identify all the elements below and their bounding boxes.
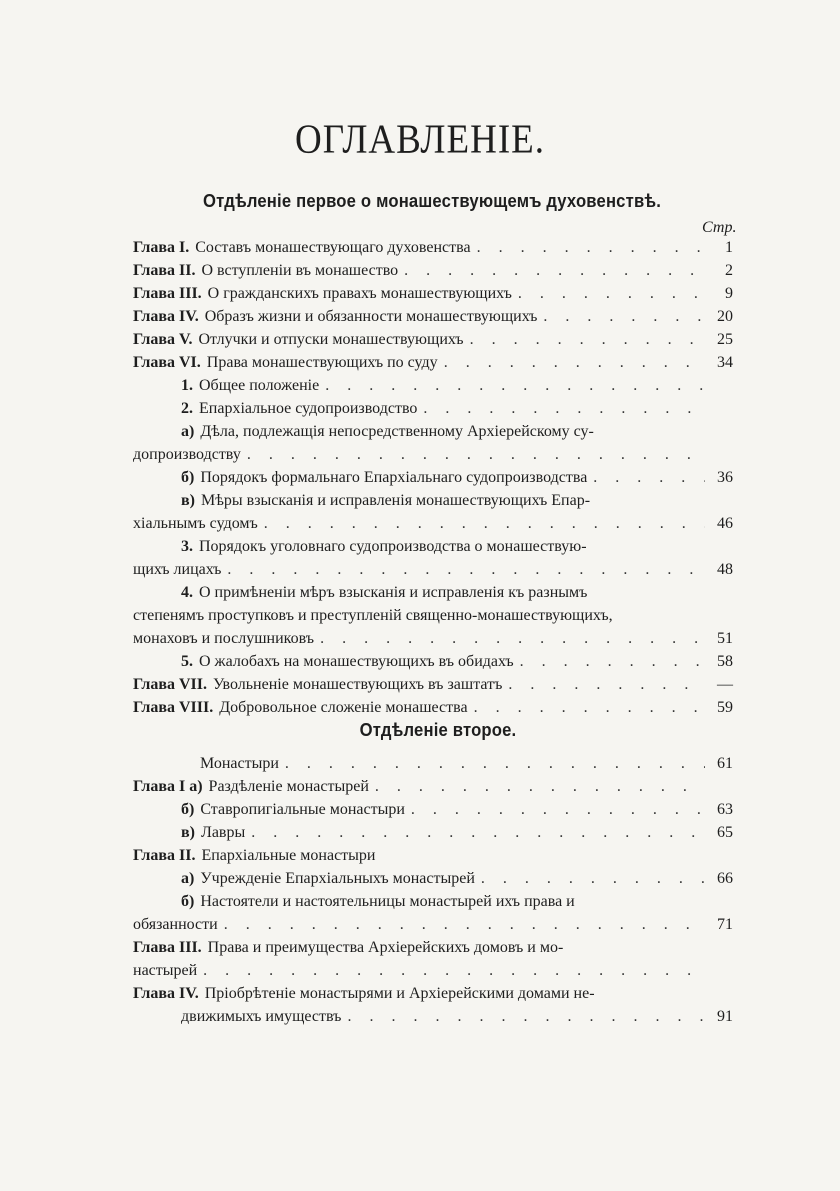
toc-entry: Глава VI. Права монашествующихъ по суду . . . 34: [133, 351, 733, 375]
page-column-label: Стр.: [702, 219, 737, 236]
toc-entry: Глава II. О вступленіи въ монашество . . . 2: [133, 259, 733, 283]
toc-entry: Глава I. Составъ монашествующаго духовенства . . . 1: [133, 236, 733, 260]
toc-entry: Монастыри . . . 61: [200, 752, 733, 776]
toc-entry-continuation: степенямъ проступковъ и преступленій священно-монашествующихъ,: [133, 607, 613, 624]
toc-entry-continuation: обязанности . . . 71: [133, 913, 733, 937]
toc-entry: а) Дѣла, подлежащія непосредственному Архіерейскому су-: [181, 423, 594, 440]
toc-entry: Глава V. Отлучки и отпуски монашествующихъ . . . 25: [133, 328, 733, 352]
toc-entry-continuation: движимыхъ имуществъ . . . 91: [181, 1005, 733, 1029]
toc-entry: в) Лавры . . . 65: [181, 821, 733, 845]
toc-entry: б) Ставропигіальные монастыри . . . 63: [181, 798, 733, 822]
toc-entry: 1. Общее положеніе . . .: [181, 374, 733, 398]
section-heading-first: Отдѣленіе первое о монашествующемъ духовенствѣ.: [202, 190, 662, 211]
toc-entry: Глава II. Епархіальные монастыри: [133, 847, 376, 864]
toc-entry: Глава IV. Образъ жизни и обязанности монашествующихъ . . . 20: [133, 305, 733, 329]
toc-entry: в) Мѣры взысканія и исправленія монашествующихъ Епар-: [181, 492, 591, 509]
toc-entry: Глава IV. Пріобрѣтеніе монастырями и Архіерейскими домами не-: [133, 985, 595, 1002]
toc-entry: Глава III. О гражданскихъ правахъ монашествующихъ . . . 9: [133, 282, 733, 306]
toc-entry-continuation: допроизводству . . .: [133, 443, 733, 467]
toc-entry-continuation: монаховъ и послушниковъ . . . 51: [133, 627, 733, 651]
page-title: ОГЛАВЛЕНІЕ.: [294, 116, 545, 163]
toc-entry: а) Учрежденіе Епархіальныхъ монастырей . . . 66: [181, 867, 733, 891]
toc-entry: Глава VIII. Добровольное сложеніе монашества . . . 59: [133, 696, 733, 720]
toc-entry-continuation: настырей . . .: [133, 959, 733, 983]
toc-entry: 2. Епархіальное судопроизводство . . .: [181, 397, 733, 421]
toc-entry: б) Настоятели и настоятельницы монастырей ихъ права и: [181, 893, 575, 910]
toc-entry: 3. Порядокъ уголовнаго судопроизводства о монашествую-: [181, 538, 587, 555]
toc-entry-continuation: хіальнымъ судомъ . . . 46: [133, 512, 733, 536]
section-heading-second: Отдѣленіе второе.: [359, 719, 517, 740]
toc-entry: Глава I а) Раздѣленіе монастырей . . .: [133, 775, 733, 799]
toc-entry: Глава III. Права и преимущества Архіерейскихъ домовъ и мо-: [133, 939, 564, 956]
toc-entry: б) Порядокъ формальнаго Епархіальнаго судопроизводства . . . 36: [181, 466, 733, 490]
toc-entry: Глава VII. Увольненіе монашествующихъ въ заштатъ . . . —: [133, 673, 733, 697]
toc-entry: 5. О жалобахъ на монашествующихъ въ обидахъ . . . 58: [181, 650, 733, 674]
toc-entry-continuation: щихъ лицахъ . . . 48: [133, 558, 733, 582]
toc-entry: 4. О примѣненіи мѣръ взысканія и исправленія къ разнымъ: [181, 584, 588, 601]
